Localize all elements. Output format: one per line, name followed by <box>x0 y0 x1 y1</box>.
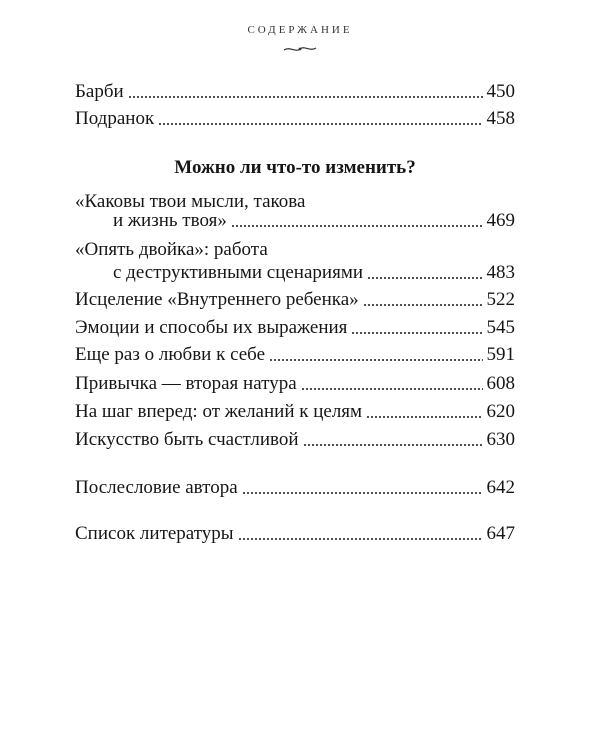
toc-entry-page: 483 <box>486 262 515 283</box>
toc-entry-page: 620 <box>486 401 515 422</box>
toc-entry-title: Эмоции и способы их выражения <box>75 317 348 338</box>
toc-entry-emotions[interactable] <box>75 316 515 340</box>
dot-leader <box>363 304 483 306</box>
toc-entry-title: и жизнь твоя» <box>113 210 227 231</box>
dot-leader <box>301 388 483 390</box>
toc-entry-page: 458 <box>486 108 515 129</box>
dot-leader <box>128 96 483 98</box>
toc-entry-line1: «Опять двойка»: работа <box>75 239 268 260</box>
toc-entry-thoughts[interactable] <box>75 209 515 233</box>
toc-entry-title: Еще раз о любви к себе <box>75 344 266 365</box>
toc-entry-page: 642 <box>486 477 515 498</box>
dot-leader <box>242 492 483 494</box>
toc-entry-page: 647 <box>486 523 515 544</box>
toc-entry-podranok[interactable] <box>75 107 515 131</box>
toc-entry-title: Барби <box>75 81 124 102</box>
toc-entry-title: Привычка — вторая натура <box>75 373 297 394</box>
toc-entry-title: Послесловие автора <box>75 477 238 498</box>
dot-leader <box>367 277 482 279</box>
running-header: СОДЕРЖАНИЕ <box>247 24 353 36</box>
dot-leader <box>366 416 482 418</box>
toc-entry-title: Подранок <box>75 108 155 129</box>
toc-entry-self-love[interactable] <box>75 343 515 367</box>
toc-entry-title: Искусство быть счастливой <box>75 429 299 450</box>
toc-entry-page: 545 <box>486 317 515 338</box>
section-heading: Можно ли что-то изменить? <box>174 157 416 178</box>
dot-leader <box>269 359 482 361</box>
toc-entry-title: На шаг вперед: от желаний к целям <box>75 401 363 422</box>
toc-entry-habit[interactable] <box>75 372 515 396</box>
toc-entry-title: Исцеление «Внутреннего ребенка» <box>75 289 359 310</box>
toc-entry-page: 591 <box>486 344 515 365</box>
toc-entry-barbie[interactable] <box>75 80 515 104</box>
toc-entry-page: 608 <box>486 373 515 394</box>
toc-entry-title: с деструктивными сценариями <box>113 262 364 283</box>
toc-entry-afterword[interactable] <box>75 476 515 500</box>
toc-entry-page: 630 <box>486 429 515 450</box>
toc-entry-title: Список литературы <box>75 523 234 544</box>
toc-entry-bibliography[interactable] <box>75 522 515 546</box>
toc-entry-happiness[interactable] <box>75 428 515 452</box>
dot-leader <box>231 225 483 227</box>
toc-entry-page: 469 <box>486 210 515 231</box>
ornament-flourish-icon <box>282 44 318 54</box>
toc-entry-page: 522 <box>486 289 515 310</box>
dot-leader <box>351 332 482 334</box>
toc-entry-bad-grade[interactable] <box>75 261 515 285</box>
toc-entry-step-forward[interactable] <box>75 400 515 424</box>
toc-entry-line1: «Каковы твои мысли, такова <box>75 191 306 212</box>
dot-leader <box>238 538 483 540</box>
toc-entry-inner-child[interactable] <box>75 288 515 312</box>
dot-leader <box>158 123 482 125</box>
toc-entry-page: 450 <box>486 81 515 102</box>
dot-leader <box>303 444 483 446</box>
